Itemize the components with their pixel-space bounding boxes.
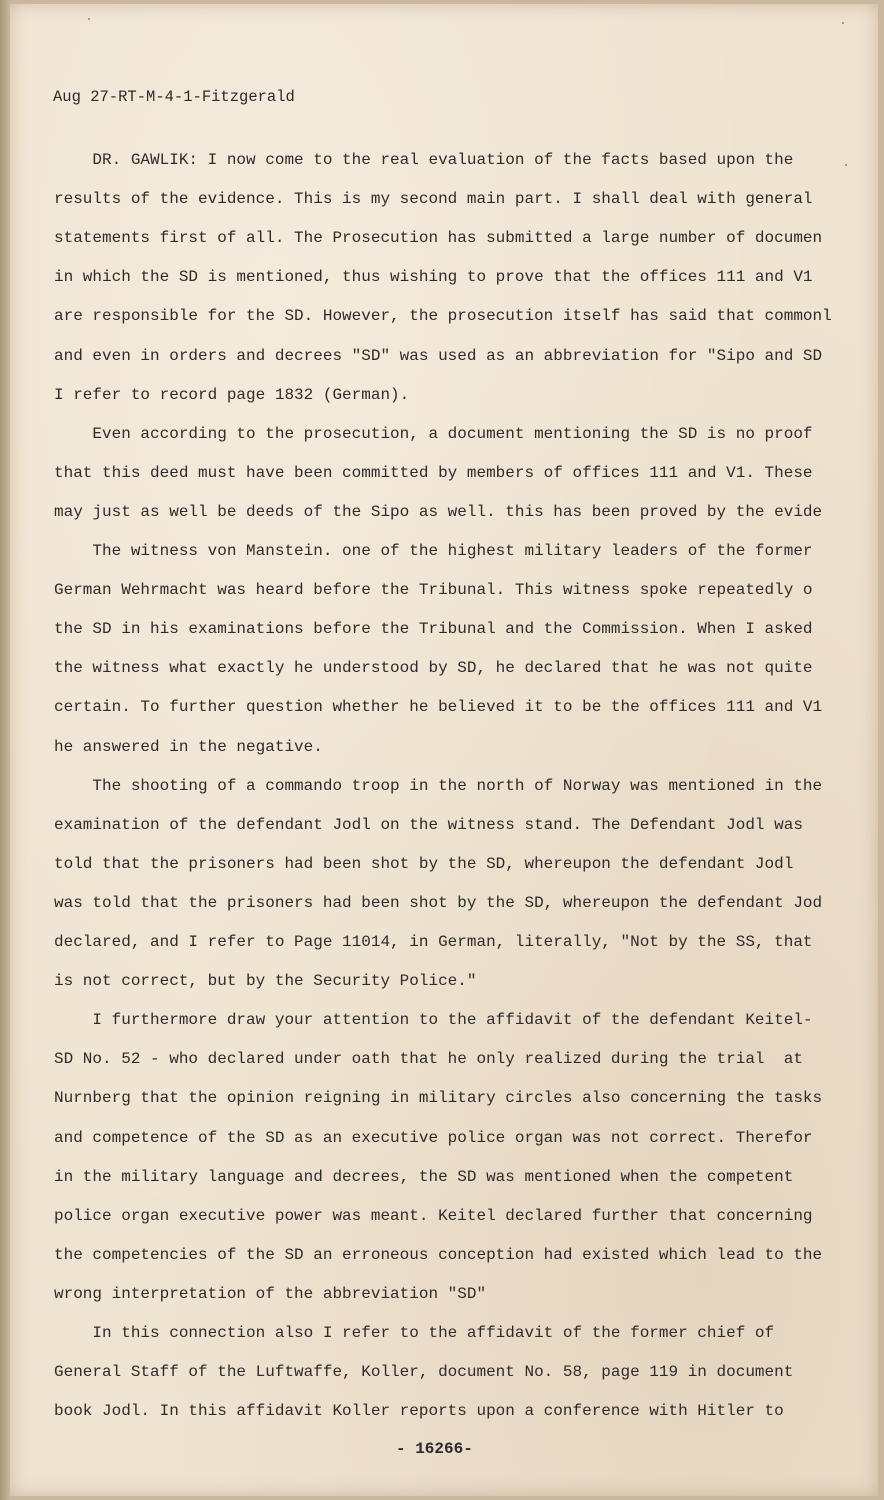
text-line: In this connection also I refer to the affidavit of the former chief of bbox=[54, 1324, 775, 1342]
paper-speck bbox=[845, 164, 847, 166]
text-line: statements first of all. The Prosecution has submitted a large number of documen bbox=[54, 229, 823, 247]
paper-speck bbox=[88, 18, 90, 20]
text-line: I refer to record page 1832 (German). bbox=[54, 386, 410, 404]
text-line: in which the SD is mentioned, thus wishing to prove that the offices 111 and V1 bbox=[54, 268, 813, 286]
text-line: the witness what exactly he understood by SD, he declared that he was not quite bbox=[54, 659, 813, 677]
text-line: Nurnberg that the opinion reigning in military circles also concerning the tasks bbox=[54, 1089, 823, 1107]
text-line: General Staff of the Luftwaffe, Koller, document No. 58, page 119 in document bbox=[54, 1363, 794, 1381]
text-line: and even in orders and decrees "SD" was used as an abbreviation for "Sipo and SD bbox=[54, 347, 823, 365]
text-line: results of the evidence. This is my second main part. I shall deal with general bbox=[54, 190, 813, 208]
text-line: police organ executive power was meant. Keitel declared further that concerning bbox=[54, 1207, 813, 1225]
text-line: The shooting of a commando troop in the north of Norway was mentioned in the bbox=[54, 777, 823, 795]
page-number: - 16266- bbox=[396, 1440, 473, 1458]
text-line: SD No. 52 - who declared under oath that he only realized during the trial at bbox=[54, 1050, 803, 1068]
text-line: is not correct, but by the Security Police." bbox=[54, 972, 477, 990]
paper-speck bbox=[842, 22, 844, 24]
text-line: Even according to the prosecution, a document mentioning the SD is no proof bbox=[54, 425, 813, 443]
text-line: in the military language and decrees, the SD was mentioned when the competent bbox=[54, 1168, 794, 1186]
text-line: certain. To further question whether he believed it to be the offices 111 and V1 bbox=[54, 698, 823, 716]
text-line: told that the prisoners had been shot by the SD, whereupon the defendant Jodl bbox=[54, 855, 794, 873]
text-line: may just as well be deeds of the Sipo as well. this has been proved by the evide bbox=[54, 503, 823, 521]
document-header: Aug 27-RT-M-4-1-Fitzgerald bbox=[53, 88, 295, 106]
text-line: declared, and I refer to Page 11014, in German, literally, "Not by the SS, that bbox=[54, 933, 813, 951]
text-line: book Jodl. In this affidavit Koller reports upon a conference with Hitler to bbox=[54, 1402, 784, 1420]
text-line: examination of the defendant Jodl on the witness stand. The Defendant Jodl was bbox=[54, 816, 803, 834]
text-line: DR. GAWLIK: I now come to the real evaluation of the facts based upon the bbox=[54, 151, 794, 169]
text-line: the SD in his examinations before the Tribunal and the Commission. When I asked bbox=[54, 620, 813, 638]
text-line: I furthermore draw your attention to the affidavit of the defendant Keitel- bbox=[54, 1011, 813, 1029]
text-line: The witness von Manstein. one of the highest military leaders of the former bbox=[54, 542, 813, 560]
text-line: are responsible for the SD. However, the prosecution itself has said that commonl bbox=[54, 307, 832, 325]
text-line: that this deed must have been committed by members of offices 111 and V1. These bbox=[54, 464, 813, 482]
text-line: was told that the prisoners had been shot by the SD, whereupon the defendant Jod bbox=[54, 894, 823, 912]
text-line: German Wehrmacht was heard before the Tribunal. This witness spoke repeatedly o bbox=[54, 581, 813, 599]
text-line: and competence of the SD as an executive police organ was not correct. Therefor bbox=[54, 1129, 813, 1147]
scan-edge bbox=[0, 0, 10, 1500]
text-line: the competencies of the SD an erroneous conception had existed which lead to the bbox=[54, 1246, 823, 1264]
text-line: wrong interpretation of the abbreviation "SD" bbox=[54, 1285, 487, 1303]
text-line: he answered in the negative. bbox=[54, 738, 323, 756]
